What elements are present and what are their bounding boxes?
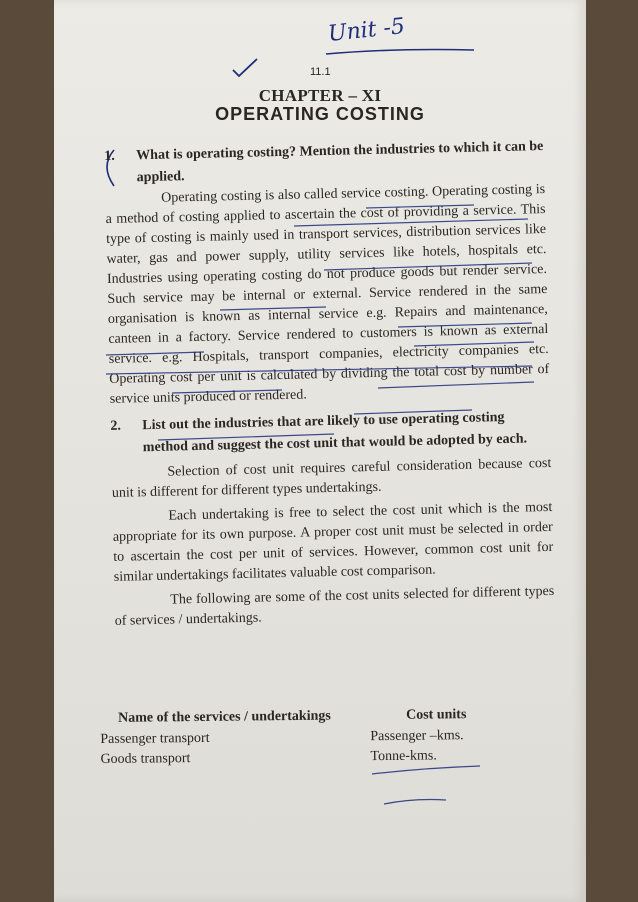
document-body: [104, 136, 555, 632]
question-2-number: 2.: [110, 418, 122, 434]
table-cell-cost-unit: Tonne-kms.: [370, 748, 437, 765]
answer-1-paragraph: Operating costing is also called service costing. Operating costing is a method of costing applied to ascertain the cost of providing a service. This type of costing is mainly used in transport services, distribution services like water, gas and power supply, utility services like hotels, hospitals etc. Industries using operating costing do not produce goods but render service. Such service may be internal or external. Service rendered in the same organisation is known as internal service e.g. Repairs and maintenance, canteen in a factory. Service rendered to customers is known as external service. e.g. Hospitals, transport companies, electricity companies etc. Operating cost per unit is calculated by dividing the total cost by number of service units produced or rendered.: [105, 182, 550, 407]
table-cell-service: Goods transport: [100, 751, 191, 767]
table-row: [100, 746, 520, 770]
answer-2-paragraph-1: Selection of cost unit requires careful consideration because cost unit is different for different types undertakings.: [111, 455, 552, 501]
answer-2-paragraph-3: The following are some of the cost units selected for different types of services / undertakings.: [114, 583, 555, 629]
cost-units-table: [100, 704, 521, 770]
question-1-number: 1.: [104, 148, 115, 164]
answer-2-paragraph-2: Each undertaking is free to select the cost unit which is the most appropriate for its own purpose. A proper cost unit must be selected in order to ascertain the cost per unit of services. However, common cost unit for similar undertakings facilitates valuable cost comparison.: [112, 499, 554, 585]
table-cell-cost-unit: Passenger –kms.: [370, 728, 464, 745]
question-1-text: What is operating costing? Mention the industries to which it can be applied.: [136, 139, 544, 186]
page-title: OPERATING COSTING: [215, 104, 425, 124]
table-cell-service: Passenger transport: [100, 730, 210, 747]
table-header-cost-units: Cost units: [406, 707, 467, 723]
handwritten-tick-icon: [230, 56, 260, 80]
table-header-services: Name of the services / undertakings: [118, 708, 331, 726]
page-number: 11.1: [310, 66, 331, 78]
handwritten-unit-note: Unit -5: [326, 14, 407, 47]
question-2-text: List out the industries that are likely to use operating costing method and suggest the cost unit that would be adopted by each.: [142, 409, 528, 456]
handwritten-underline: [324, 46, 484, 58]
document-page: [54, 0, 586, 902]
chapter-heading: CHAPTER – XI: [258, 86, 382, 105]
question-2: [110, 406, 551, 460]
